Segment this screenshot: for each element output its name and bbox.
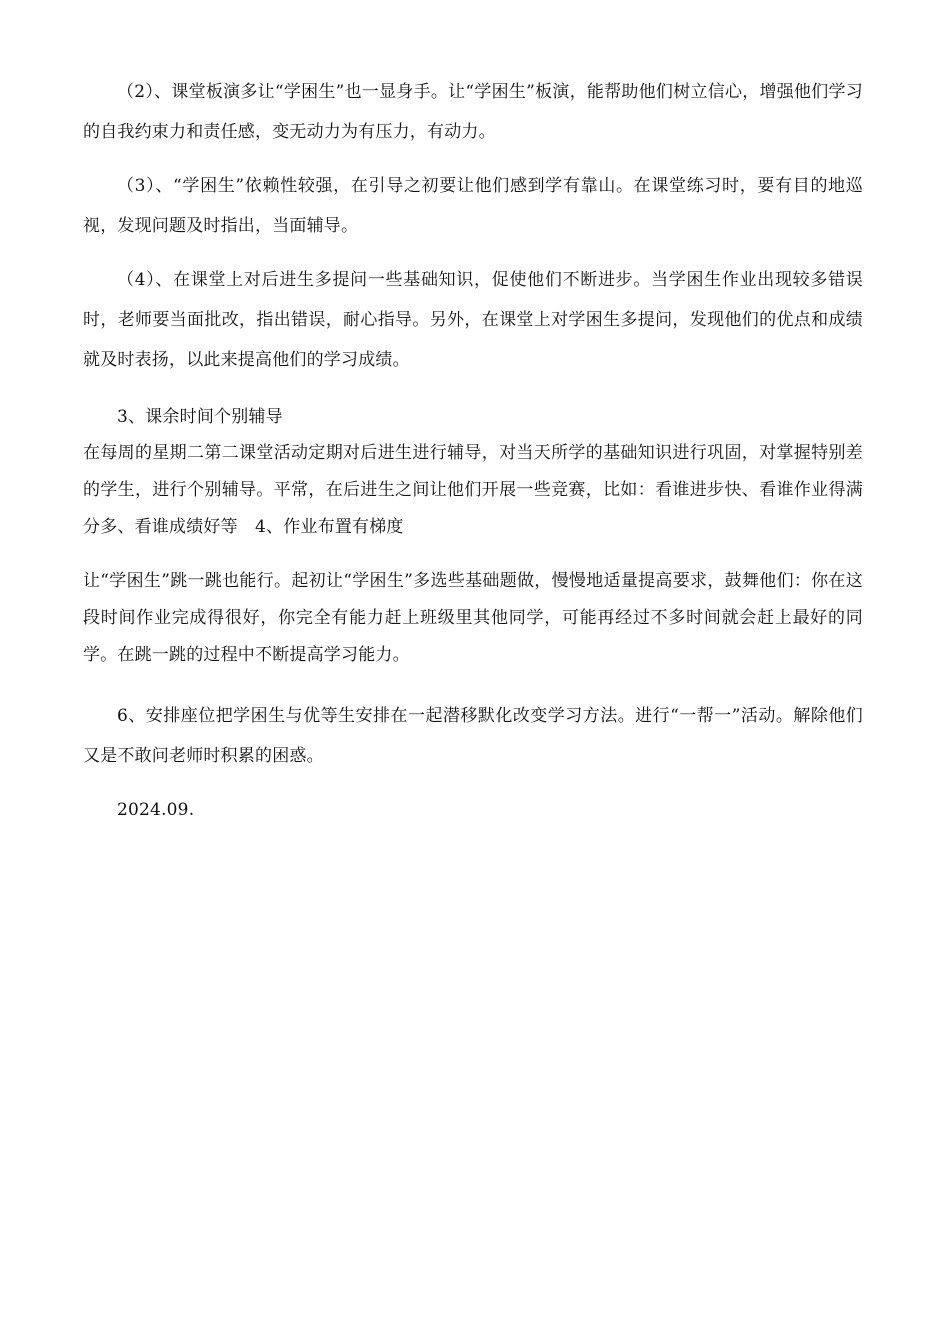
section-heading-after-class-tutoring: 3、课余时间个别辅导	[117, 407, 283, 427]
paragraph-dependency-guidance: （3）、“学困生”依赖性较强，在引导之初要让他们感到学有靠山。在课堂练习时，要有目的地巡视，发现问题及时指出，当面辅导。	[83, 176, 863, 236]
document-date: 2024.09.	[117, 800, 195, 820]
paragraph-seating-arrangement: 6、安排座位把学困生与优等生安排在一起潜移默化改变学习方法。进行“一帮一”活动。解除他们又是不敢问老师时积累的困惑。	[83, 706, 863, 766]
paragraph-board-demonstration: （2）、课堂板演多让“学困生”也一显身手。让“学困生”板演，能帮助他们树立信心，增强他们学习的自我约束力和责任感，变无动力为有压力，有动力。	[83, 82, 863, 142]
paragraph-classroom-questions: （4）、在课堂上对后进生多提问一些基础知识，促使他们不断进步。当学困生作业出现较多错误时，老师要当面批改，指出错误，耐心指导。另外，在课堂上对学困生多提问，发现他们的优点和成绩就及时表扬，以此来提高他们的学习成绩。	[83, 270, 863, 370]
paragraph-weekly-tutoring: 在每周的星期二第二课堂活动定期对后进生进行辅导，对当天所学的基础知识进行巩固，对掌握特别差的学生，进行个别辅导。平常，在后进生之间让他们开展一些竞赛，比如：看谁进步快、看谁作业得满分多、看谁成绩好等 4、作业布置有梯度	[83, 443, 863, 537]
paragraph-graded-homework: 让“学困生”跳一跳也能行。起初让“学困生”多选些基础题做，慢慢地适量提高要求，鼓舞他们：你在这段时间作业完成得很好，你完全有能力赶上班级里其他同学，可能再经过不多时间就会赶上最好的同学。在跳一跳的过程中不断提高学习能力。	[83, 571, 863, 665]
